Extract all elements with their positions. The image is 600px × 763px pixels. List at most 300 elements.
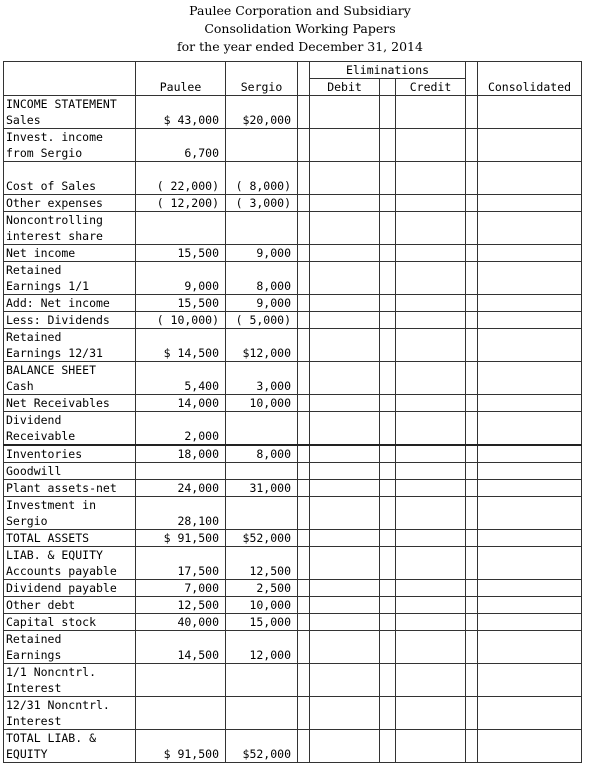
paulee-value: ( 22,000) (136, 162, 226, 195)
consolidated-entry-cell[interactable] (478, 262, 582, 295)
row-label-line: Net Receivables (6, 396, 110, 410)
credit-entry-cell[interactable] (396, 480, 466, 497)
debit-entry-cell[interactable] (310, 262, 380, 295)
paulee-value: 17,500 (136, 547, 226, 580)
column-gap (298, 614, 310, 631)
column-gap (380, 530, 396, 547)
credit-entry-cell[interactable] (396, 730, 466, 763)
column-gap (298, 530, 310, 547)
column-gap (298, 730, 310, 763)
sergio-value: 31,000 (226, 480, 298, 497)
paulee-value: ( 12,200) (136, 195, 226, 212)
column-gap (380, 664, 396, 697)
row-label-line: Retained (6, 632, 62, 646)
paulee-value (136, 697, 226, 730)
table-row (4, 547, 582, 580)
consolidated-entry-cell[interactable] (478, 245, 582, 262)
column-gap (380, 445, 396, 463)
row-label-line: interest share (6, 229, 103, 243)
column-gap (380, 631, 396, 664)
column-gap (380, 212, 396, 245)
table-row (4, 412, 582, 446)
column-gap (466, 329, 478, 362)
row-label-line: Cash (6, 379, 34, 393)
row-label-line: 12/31 Noncntrl. (6, 698, 110, 712)
debit-entry-cell[interactable] (310, 96, 380, 129)
row-label-line: Retained (6, 263, 62, 277)
column-gap (466, 463, 478, 480)
table-row (4, 463, 582, 480)
sergio-value: 10,000 (226, 395, 298, 412)
debit-entry-cell[interactable] (310, 395, 380, 412)
sergio-value (226, 129, 298, 162)
row-label-line: Accounts payable (6, 564, 117, 578)
column-gap (466, 96, 478, 129)
row-label-line: Inventories (6, 447, 83, 461)
credit-entry-cell[interactable] (396, 445, 466, 463)
debit-entry-cell[interactable] (310, 480, 380, 497)
debit-entry-cell[interactable] (310, 412, 380, 446)
column-gap (466, 412, 478, 446)
column-gap (298, 631, 310, 664)
table-row (4, 445, 582, 463)
consolidated-entry-cell[interactable] (478, 129, 582, 162)
header-credit: Credit (396, 79, 466, 96)
sergio-value (226, 412, 298, 446)
column-gap (380, 412, 396, 446)
header-eliminations: Eliminations (310, 62, 466, 79)
column-gap (466, 162, 478, 195)
table-row (4, 664, 582, 697)
header-gap (298, 62, 310, 96)
table-row (4, 312, 582, 329)
column-gap (298, 445, 310, 463)
column-gap (298, 597, 310, 614)
row-label-line: Receivable (6, 429, 76, 443)
sergio-value: 9,000 (226, 245, 298, 262)
sergio-value: 3,000 (226, 362, 298, 395)
column-gap (466, 580, 478, 597)
column-gap (380, 463, 396, 480)
row-label (4, 664, 136, 697)
header-sergio: Sergio (226, 62, 298, 96)
consolidated-entry-cell[interactable] (478, 480, 582, 497)
title-line-period: for the year ended December 31, 2014 (177, 39, 423, 54)
row-label-line: EQUITY (6, 747, 48, 761)
row-label-line: Noncontrolling (6, 213, 103, 227)
column-gap (298, 497, 310, 530)
row-label (4, 547, 136, 580)
header-gap (380, 79, 396, 96)
debit-entry-cell[interactable] (310, 597, 380, 614)
row-label (4, 195, 136, 212)
row-label-line: INCOME STATEMENT (6, 97, 117, 111)
sergio-value: ( 8,000) (226, 162, 298, 195)
consolidated-entry-cell[interactable] (478, 497, 582, 530)
debit-entry-cell[interactable] (310, 362, 380, 395)
column-gap (466, 497, 478, 530)
row-label-line: from Sergio (6, 146, 83, 160)
row-label (4, 362, 136, 395)
row-label (4, 162, 136, 195)
credit-entry-cell[interactable] (396, 580, 466, 597)
table-row (4, 530, 582, 547)
consolidated-entry-cell[interactable] (478, 697, 582, 730)
credit-entry-cell[interactable] (396, 129, 466, 162)
column-gap (466, 362, 478, 395)
row-label-line: Goodwill (6, 464, 62, 478)
column-gap (298, 129, 310, 162)
sergio-value: $20,000 (226, 96, 298, 129)
consolidated-entry-cell[interactable] (478, 295, 582, 312)
column-gap (466, 312, 478, 329)
consolidated-entry-cell[interactable] (478, 463, 582, 480)
debit-entry-cell[interactable] (310, 312, 380, 329)
credit-entry-cell[interactable] (396, 96, 466, 129)
column-gap (380, 362, 396, 395)
consolidated-entry-cell[interactable] (478, 631, 582, 664)
row-label (4, 730, 136, 763)
debit-entry-cell[interactable] (310, 664, 380, 697)
sergio-value: 10,000 (226, 597, 298, 614)
sergio-value: ( 3,000) (226, 195, 298, 212)
paulee-value: 14,500 (136, 631, 226, 664)
column-gap (380, 395, 396, 412)
column-gap (380, 497, 396, 530)
column-gap (466, 245, 478, 262)
row-label-line: Retained (6, 330, 62, 344)
paulee-value: 12,500 (136, 597, 226, 614)
column-gap (466, 212, 478, 245)
paulee-value: $ 14,500 (136, 329, 226, 362)
column-gap (466, 664, 478, 697)
paulee-value: $ 91,500 (136, 730, 226, 763)
column-gap (380, 245, 396, 262)
column-gap (298, 295, 310, 312)
column-gap (298, 412, 310, 446)
paulee-value: 18,000 (136, 445, 226, 463)
row-label-line: TOTAL LIAB. & (6, 731, 97, 745)
credit-entry-cell[interactable] (396, 631, 466, 664)
row-label (4, 580, 136, 597)
sergio-value: 15,000 (226, 614, 298, 631)
sergio-value (226, 212, 298, 245)
row-label-line: Sergio (6, 514, 48, 528)
credit-entry-cell[interactable] (396, 530, 466, 547)
table-row (4, 480, 582, 497)
credit-entry-cell[interactable] (396, 497, 466, 530)
consolidated-entry-cell[interactable] (478, 195, 582, 212)
paulee-value (136, 212, 226, 245)
consolidated-entry-cell[interactable] (478, 530, 582, 547)
column-gap (298, 480, 310, 497)
row-label-line: Investment in (6, 498, 97, 512)
row-label-line: Earnings 12/31 (6, 346, 103, 360)
paulee-value: 7,000 (136, 580, 226, 597)
row-label-line: Earnings 1/1 (6, 279, 90, 293)
consolidated-entry-cell[interactable] (478, 162, 582, 195)
row-label-line: TOTAL ASSETS (6, 531, 90, 545)
column-gap (380, 580, 396, 597)
consolidated-entry-cell[interactable] (478, 312, 582, 329)
sergio-value: 2,500 (226, 580, 298, 597)
paulee-value: 24,000 (136, 480, 226, 497)
debit-entry-cell[interactable] (310, 530, 380, 547)
table-row (4, 195, 582, 212)
paulee-value: $ 91,500 (136, 530, 226, 547)
sergio-value: 8,000 (226, 262, 298, 295)
row-label (4, 245, 136, 262)
row-label-line: Add: Net income (6, 296, 110, 310)
credit-entry-cell[interactable] (396, 664, 466, 697)
column-gap (380, 697, 396, 730)
paulee-value: 2,000 (136, 412, 226, 446)
debit-entry-cell[interactable] (310, 329, 380, 362)
consolidated-entry-cell[interactable] (478, 212, 582, 245)
column-gap (380, 295, 396, 312)
column-gap (298, 262, 310, 295)
sergio-value (226, 697, 298, 730)
consolidated-entry-cell[interactable] (478, 664, 582, 697)
column-gap (380, 312, 396, 329)
credit-entry-cell[interactable] (396, 597, 466, 614)
column-gap (380, 96, 396, 129)
column-gap (466, 295, 478, 312)
row-label (4, 614, 136, 631)
consolidated-entry-cell[interactable] (478, 547, 582, 580)
credit-entry-cell[interactable] (396, 412, 466, 446)
title-line-company: Paulee Corporation and Subsidiary (189, 3, 411, 18)
table-row (4, 96, 582, 129)
row-label-line: Interest (6, 714, 62, 728)
debit-entry-cell[interactable] (310, 730, 380, 763)
credit-entry-cell[interactable] (396, 547, 466, 580)
table-row (4, 697, 582, 730)
column-gap (466, 195, 478, 212)
credit-entry-cell[interactable] (396, 262, 466, 295)
column-gap (380, 262, 396, 295)
sergio-value (226, 463, 298, 480)
column-gap (380, 329, 396, 362)
sergio-value: $12,000 (226, 329, 298, 362)
credit-entry-cell[interactable] (396, 697, 466, 730)
debit-entry-cell[interactable] (310, 614, 380, 631)
header-row-top (4, 62, 582, 79)
table-row (4, 497, 582, 530)
row-label (4, 697, 136, 730)
column-gap (298, 362, 310, 395)
debit-entry-cell[interactable] (310, 580, 380, 597)
paulee-value: 15,500 (136, 295, 226, 312)
column-gap (298, 580, 310, 597)
column-gap (380, 614, 396, 631)
sergio-value (226, 497, 298, 530)
column-gap (298, 547, 310, 580)
row-label-line: 1/1 Noncntrl. (6, 665, 97, 679)
debit-entry-cell[interactable] (310, 547, 380, 580)
debit-entry-cell[interactable] (310, 245, 380, 262)
row-label-line: Earnings (6, 648, 62, 662)
column-gap (298, 329, 310, 362)
column-gap (298, 463, 310, 480)
row-label (4, 96, 136, 129)
table-row (4, 129, 582, 162)
column-gap (466, 697, 478, 730)
debit-entry-cell[interactable] (310, 162, 380, 195)
column-gap (380, 129, 396, 162)
row-label-line: Invest. income (6, 130, 103, 144)
sergio-value: $52,000 (226, 530, 298, 547)
column-gap (380, 195, 396, 212)
column-gap (466, 547, 478, 580)
credit-entry-cell[interactable] (396, 212, 466, 245)
row-label (4, 597, 136, 614)
header-gap (466, 62, 478, 96)
paulee-value: ( 10,000) (136, 312, 226, 329)
table-row (4, 162, 582, 195)
consolidated-entry-cell[interactable] (478, 412, 582, 446)
row-label (4, 212, 136, 245)
row-label (4, 129, 136, 162)
table-row (4, 730, 582, 763)
row-label-line: Capital stock (6, 615, 97, 629)
debit-entry-cell[interactable] (310, 631, 380, 664)
row-label (4, 312, 136, 329)
credit-entry-cell[interactable] (396, 329, 466, 362)
worksheet-title (0, 2, 600, 56)
consolidated-entry-cell[interactable] (478, 395, 582, 412)
row-label (4, 445, 136, 463)
row-label (4, 412, 136, 446)
debit-entry-cell[interactable] (310, 212, 380, 245)
worksheet-body (4, 96, 582, 763)
consolidated-entry-cell[interactable] (478, 445, 582, 463)
sergio-value: 9,000 (226, 295, 298, 312)
table-row (4, 580, 582, 597)
row-label (4, 329, 136, 362)
debit-entry-cell[interactable] (310, 129, 380, 162)
table-row (4, 631, 582, 664)
debit-entry-cell[interactable] (310, 295, 380, 312)
credit-entry-cell[interactable] (396, 245, 466, 262)
row-label-line: BALANCE SHEET (6, 363, 97, 377)
column-gap (466, 480, 478, 497)
consolidated-entry-cell[interactable] (478, 597, 582, 614)
credit-entry-cell[interactable] (396, 295, 466, 312)
row-label-line: Sales (6, 113, 41, 127)
sergio-value (226, 664, 298, 697)
column-gap (298, 664, 310, 697)
column-gap (380, 480, 396, 497)
credit-entry-cell[interactable] (396, 614, 466, 631)
row-label (4, 463, 136, 480)
credit-entry-cell[interactable] (396, 312, 466, 329)
consolidated-entry-cell[interactable] (478, 730, 582, 763)
table-row (4, 329, 582, 362)
column-gap (298, 245, 310, 262)
credit-entry-cell[interactable] (396, 195, 466, 212)
column-gap (380, 547, 396, 580)
row-label (4, 631, 136, 664)
column-gap (466, 262, 478, 295)
sergio-value: 8,000 (226, 445, 298, 463)
credit-entry-cell[interactable] (396, 395, 466, 412)
row-label-line: Dividend payable (6, 581, 117, 595)
row-label (4, 395, 136, 412)
row-label-line (6, 162, 133, 178)
column-gap (380, 730, 396, 763)
consolidation-worksheet-table (3, 61, 582, 763)
table-row (4, 245, 582, 262)
consolidated-entry-cell[interactable] (478, 362, 582, 395)
paulee-value: 15,500 (136, 245, 226, 262)
debit-entry-cell[interactable] (310, 463, 380, 480)
column-gap (298, 697, 310, 730)
table-row (4, 395, 582, 412)
debit-entry-cell[interactable] (310, 195, 380, 212)
column-gap (380, 597, 396, 614)
row-label (4, 262, 136, 295)
paulee-value: 28,100 (136, 497, 226, 530)
column-gap (466, 530, 478, 547)
paulee-value (136, 664, 226, 697)
row-label-line: Cost of Sales (6, 179, 97, 193)
column-gap (466, 631, 478, 664)
paulee-value: 40,000 (136, 614, 226, 631)
row-label (4, 480, 136, 497)
column-gap (466, 730, 478, 763)
consolidated-entry-cell[interactable] (478, 580, 582, 597)
debit-entry-cell[interactable] (310, 697, 380, 730)
column-gap (298, 212, 310, 245)
sergio-value: $52,000 (226, 730, 298, 763)
header-paulee: Paulee (136, 62, 226, 96)
header-consolidated: Consolidated (478, 62, 582, 96)
table-row (4, 362, 582, 395)
column-gap (466, 129, 478, 162)
table-row (4, 262, 582, 295)
column-gap (298, 162, 310, 195)
row-label-line: Other expenses (6, 196, 103, 210)
column-gap (466, 395, 478, 412)
consolidated-entry-cell[interactable] (478, 614, 582, 631)
column-gap (298, 96, 310, 129)
sergio-value: 12,000 (226, 631, 298, 664)
header-label-cell (4, 62, 136, 96)
column-gap (466, 445, 478, 463)
row-label-line: Less: Dividends (6, 313, 110, 327)
consolidated-entry-cell[interactable] (478, 96, 582, 129)
credit-entry-cell[interactable] (396, 162, 466, 195)
credit-entry-cell[interactable] (396, 362, 466, 395)
consolidated-entry-cell[interactable] (478, 329, 582, 362)
table-row (4, 212, 582, 245)
debit-entry-cell[interactable] (310, 497, 380, 530)
row-label-line: Plant assets-net (6, 481, 117, 495)
column-gap (298, 395, 310, 412)
sergio-value: 12,500 (226, 547, 298, 580)
credit-entry-cell[interactable] (396, 463, 466, 480)
table-row (4, 614, 582, 631)
title-line-papers: Consolidation Working Papers (204, 21, 396, 36)
row-label-line: LIAB. & EQUITY (6, 548, 103, 562)
table-row (4, 597, 582, 614)
table-row (4, 295, 582, 312)
debit-entry-cell[interactable] (310, 445, 380, 463)
row-label (4, 530, 136, 547)
paulee-value: 6,700 (136, 129, 226, 162)
row-label-line: Dividend (6, 413, 62, 427)
